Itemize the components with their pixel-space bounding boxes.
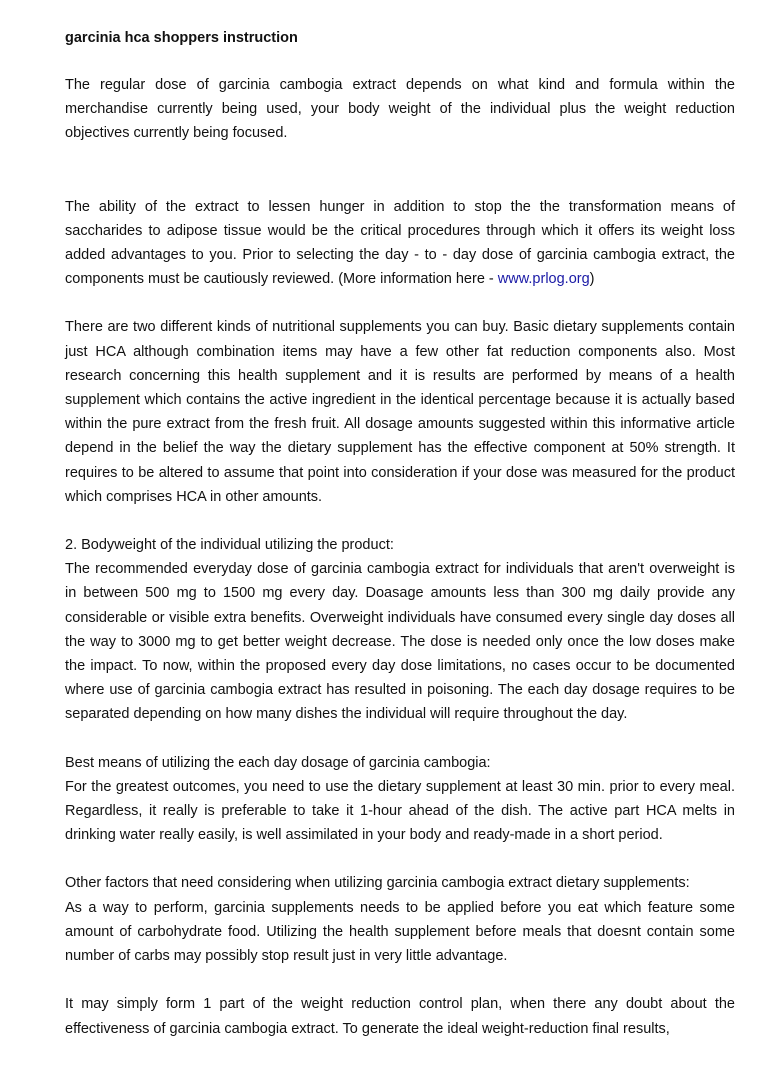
paragraph-best-means [65, 751, 735, 848]
spacer [65, 146, 735, 195]
spacer [65, 847, 735, 871]
paragraph-extract-ability [65, 195, 735, 292]
paragraph-dose-intro: The regular dose of garcinia cambogia extract depends on what kind and formula within the merchandise currently being used, your body weight of the individual plus the weight reduction objectives currently being focused. [65, 77, 735, 142]
paragraph-weight-plan: It may simply form 1 part of the weight reduction control plan, when there any doubt about the effectiveness of garcinia cambogia extract. To generate the ideal weight-reduction final results, [65, 996, 735, 1037]
paragraph-close-paren: ) [589, 271, 595, 288]
bodyweight-text: The recommended everyday dose of garcinia cambogia extract for individuals that aren't overweight is in between 500 mg to 1500 mg every day. Doasage amounts less than 300 mg daily provide any considerable or visible extra benefits. Overweight individuals have consumed every single day doses all the way to 3000 mg to get better weight decrease. The dose is needed only once the low doses make the impact. To now, within the proposed every day dose limitations, no cases occur to be documented where use of garcinia cambogia extract has resulted in poisoning. The each day dosage requires to be separated depending on how many dishes the individual will require throughout the day. [65, 561, 735, 723]
prlog-link[interactable]: www.prlog.org [497, 271, 590, 288]
spacer [65, 291, 735, 315]
document-page [65, 28, 735, 1041]
paragraph-supplement-kinds: There are two different kinds of nutritional supplements you can buy. Basic dietary supplements contain just HCA although combination items may have a few other fat reduction components also. Most research concerning this health supplement and it is results are performed by means of a health supplement which contains the active ingredient in the identical percentage because it is actually based within the pure extract from the fresh fruit. All dosage amounts suggested within this informative article depend in the belief the way the dietary supplement has the effective component at 50% strength. It requires to be altered to assume that point into consideration if your dose was measured for the product which comprises HCA in other amounts. [65, 319, 735, 505]
spacer [65, 509, 735, 533]
best-means-heading: Best means of utilizing the each day dosage of garcinia cambogia: [65, 754, 491, 771]
spacer [65, 48, 735, 73]
paragraph-other-factors [65, 871, 735, 968]
paragraph-extract-ability-text: The ability of the extract to lessen hunger in addition to stop the the transformation means of saccharides to adipose tissue would be the critical procedures through which it offers its weight loss added advantages to you. Prior to selecting the day - to - day dose of garcinia cambogia extract, the components must be cautiously reviewed. (More information here - [65, 198, 735, 288]
document-title: garcinia hca shoppers instruction [65, 30, 298, 46]
other-factors-heading: Other factors that need considering when utilizing garcinia cambogia extract dietary supplements: [65, 875, 690, 892]
best-means-text: For the greatest outcomes, you need to use the dietary supplement at least 30 min. prior to every meal. Regardless, it really is preferable to take it 1-hour ahead of the dish. The active part HCA melts in drinking water really easily, is well assimilated in your body and ready-made in a short period. [65, 778, 735, 844]
spacer [65, 968, 735, 992]
paragraph-bodyweight [65, 533, 735, 727]
bodyweight-heading: 2. Bodyweight of the individual utilizing the product: [65, 537, 394, 554]
other-factors-text: As a way to perform, garcinia supplements needs to be applied before you eat which feature some amount of carbohydrate food. Utilizing the health supplement before meals that doesnt contain some number of carbs may possibly stop result just in very little advantage. [65, 899, 735, 965]
spacer [65, 727, 735, 751]
